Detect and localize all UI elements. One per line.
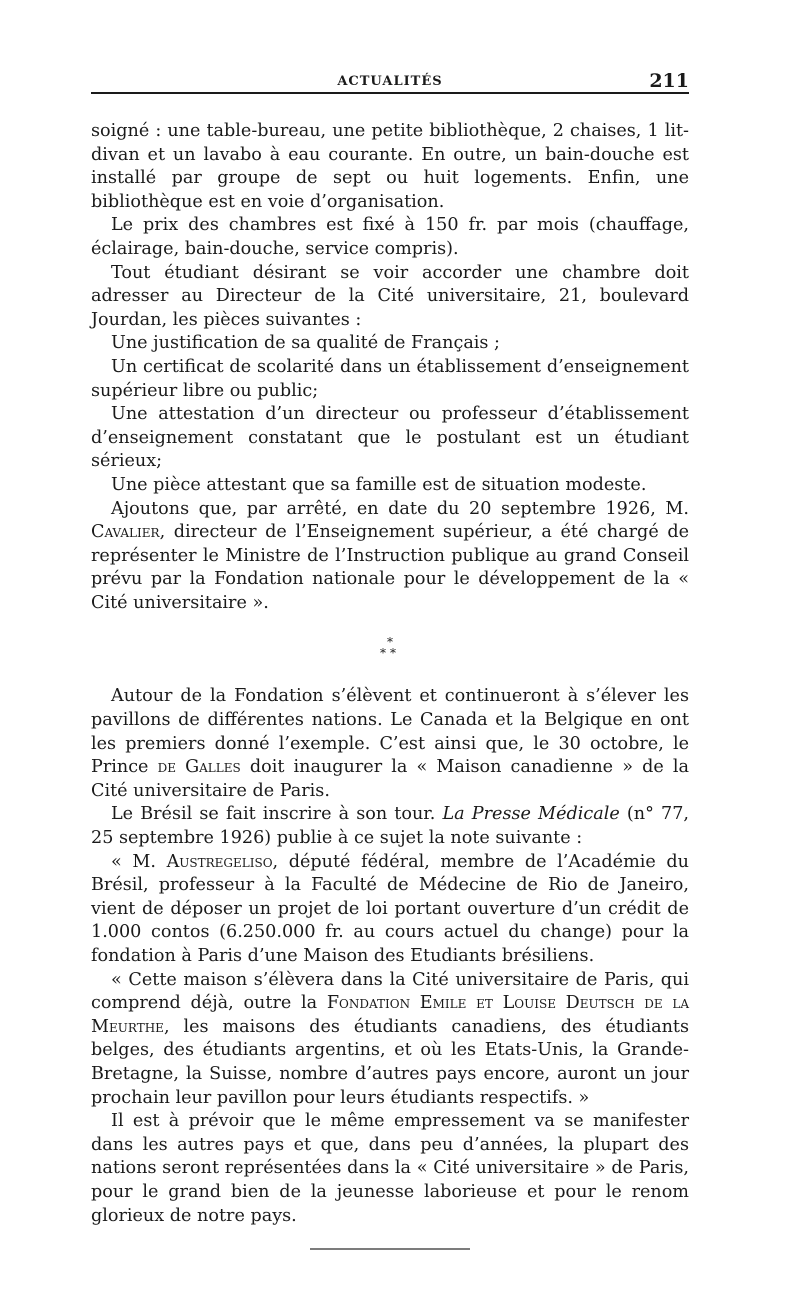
- paragraph-furniture: soigné : une table-bureau, une petite bibliothèque, 2 chaises, 1 lit-divan et un lavabo à eau courante. En outre, un bain-douche est installé par groupe de sept ou huit logements. Enfin, une bibliothèque est en voie d’organisation.: [91, 121, 689, 212]
- separator-star-row: *: [387, 635, 393, 650]
- page-header: [91, 62, 689, 94]
- paragraph-requirement-nationality: Une justification de sa qualité de Français ;: [111, 333, 500, 354]
- text-segment: « M.: [111, 851, 167, 872]
- paragraph-cite-maison: [91, 969, 689, 1111]
- text-segment: Ajoutons que, par arrêté, en date du 20 septembre 1926, M.: [111, 498, 689, 519]
- journal-title: La Presse Médicale: [442, 804, 620, 825]
- section-separator: [91, 637, 689, 659]
- document-page: [91, 62, 689, 1250]
- paragraph-requirement-certificate: Un certificat de scolarité dans un établissement d’enseignement supérieur libre ou public;: [91, 356, 689, 401]
- paragraph-application: Tout étudiant désirant se voir accorder une chambre doit adresser au Directeur de la Cité universitaire, 21, boulevard Jourdan, les pièces suivantes :: [91, 262, 689, 330]
- text-segment: doit inaugurer la « Maison canadienne » de la Cité universitaire de Paris.: [91, 757, 689, 801]
- paragraph-conclusion: Il est à prévoir que le même empressement va se manifester dans les autres pays et que, dans peu d’années, la plupart des nations seront représentées dans la « Cité universitaire » de Paris, pour le grand bien de la jeunesse laborieuse et pour le renom glorieux de notre pays.: [91, 1111, 689, 1226]
- running-title: ACTUALITÉS: [337, 74, 443, 89]
- paragraph-pavillons: [91, 685, 689, 803]
- text-segment: Le Brésil se fait inscrire à son tour.: [111, 804, 443, 825]
- text-segment: « Cette maison s’élèvera dans la Cité universitaire de Paris, qui comprend déjà, outre la: [91, 969, 689, 1014]
- paragraph-requirement-attestation: Une attestation d’un directeur ou professeur d’établissement d’enseignement constatant que le postulant est un étudiant sérieux;: [91, 404, 689, 472]
- separator-star-row: **: [380, 646, 400, 661]
- page-number: 211: [649, 70, 689, 92]
- paragraph-bresil: [91, 803, 689, 850]
- paragraph-cavalier: [91, 498, 689, 616]
- fondation-name: Fondation Emile et Louise Deutsch de la Meurthe: [91, 993, 689, 1037]
- person-name-cavalier: Cavalier: [91, 522, 160, 543]
- text-segment: , député fédéral, membre de l’Académie du Brésil, professeur à la Faculté de Médecine de Rio de Janeiro, vient de déposer un projet de loi portant ouverture d’un crédit de 1.000 contos (6.250.000 fr. au cours actuel du change) pour la fondation à Paris d’une Maison des Etudiants brésiliens.: [91, 851, 689, 966]
- text-segment: , directeur de l’Enseignement supérieur, a été chargé de représenter le Ministre de l’Instruction publique au grand Conseil prévu par la Fondation nationale pour le développement de la « Cité universitaire ».: [91, 522, 689, 613]
- paragraph-price: Le prix des chambres est fixé à 150 fr. par mois (chauffage, éclairage, bain-douche, service compris).: [91, 215, 689, 259]
- body-text: [91, 120, 689, 1228]
- bottom-rule: [310, 1248, 470, 1250]
- paragraph-austregeliso: [91, 851, 689, 969]
- text-segment: , les maisons des étudiants canadiens, des étudiants belges, des étudiants argentins, et où les Etats-Unis, la Grande-Bretagne, la Suisse, nombre d’autres pays encore, auront un jour prochain leur pavillon pour leurs étudiants respectifs. »: [91, 1016, 689, 1108]
- paragraph-requirement-family: Une pièce attestant que sa famille est de situation modeste.: [111, 474, 647, 495]
- text-segment: (n° 77, 25 septembre 1926) publie à ce sujet la note suivante :: [91, 804, 689, 849]
- text-segment: Autour de la Fondation s’élèvent et continueront à s’élever les pavillons de différentes nations. Le Canada et la Belgique en ont les premiers donné l’exemple. C’est ainsi que, le 30 octobre, le Prince: [91, 686, 689, 778]
- person-name-austregeliso: Austregeliso: [166, 851, 273, 872]
- title-de-galles: de Galles: [157, 757, 241, 778]
